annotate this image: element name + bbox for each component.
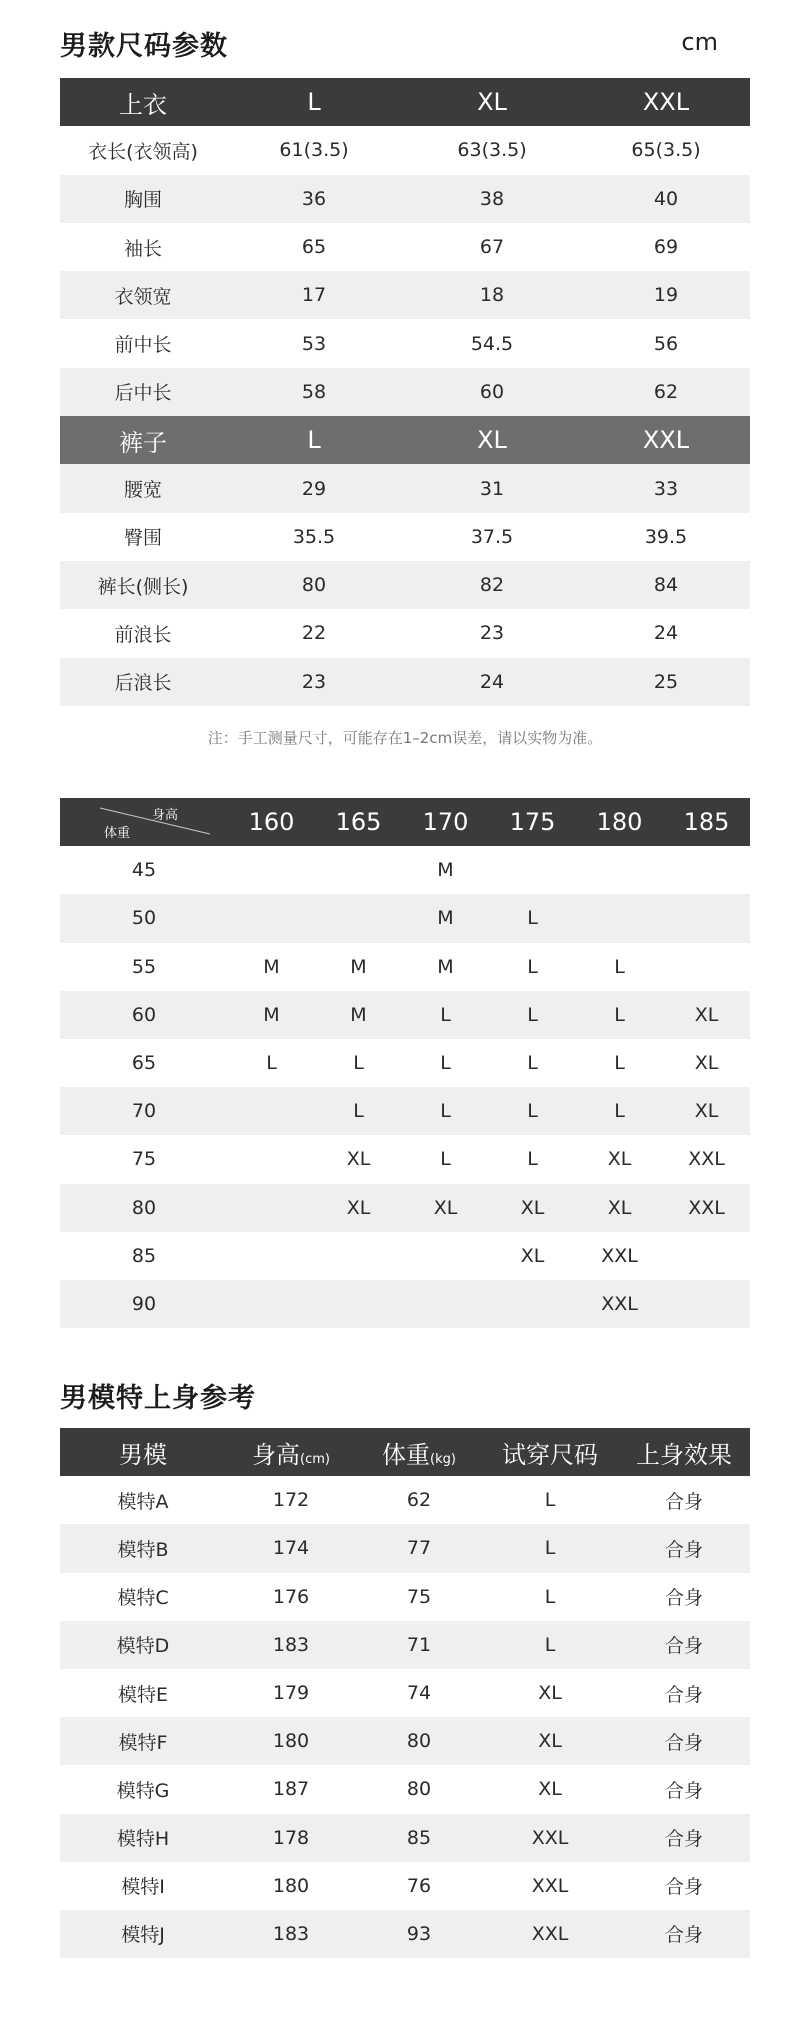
measure-value: 17: [301, 284, 327, 307]
model-header-unit: (kg): [430, 1451, 456, 1467]
size-cell: XXL: [688, 1196, 725, 1219]
unit-label: cm: [681, 28, 718, 56]
measure-label: 衣长(衣领高): [88, 140, 198, 163]
model-header-cell: [356, 1428, 482, 1476]
size-cell: M: [437, 907, 454, 930]
weight-cell: 45: [131, 859, 157, 882]
size-cell: [489, 1280, 576, 1328]
size-cell: [402, 1280, 489, 1328]
size-cell: L: [527, 1052, 538, 1075]
model-cell: 合身: [664, 1538, 703, 1561]
model-cell: L: [544, 1633, 556, 1656]
weight-cell: 80: [131, 1196, 157, 1219]
measure-value: 23: [301, 670, 327, 693]
table-row: [60, 513, 750, 561]
model-cell: 183: [272, 1922, 310, 1945]
model-cell: 80: [406, 1778, 432, 1801]
size-cell: M: [350, 955, 367, 978]
size-cell: L: [614, 1003, 625, 1026]
model-cell: 合身: [664, 1490, 703, 1513]
model-cell: 176: [272, 1585, 310, 1608]
pants_table-header-cell: L: [307, 426, 321, 455]
size-cell: L: [440, 1003, 451, 1026]
size-cell: [315, 894, 402, 942]
model-cell: 模特C: [117, 1587, 169, 1610]
measure-value: 63(3.5): [457, 139, 527, 162]
size-cell: [663, 1232, 750, 1280]
top_table-header-cell: XXL: [642, 88, 690, 117]
model-cell: XL: [538, 1778, 562, 1801]
model-cell: 模特B: [117, 1538, 169, 1561]
measure-value: 65: [301, 236, 327, 259]
size-cell: L: [440, 1100, 451, 1123]
measure-label: 胸围: [123, 189, 162, 212]
model-header-row: [60, 1428, 750, 1476]
table-row: [60, 319, 750, 367]
measure-value: 84: [653, 574, 679, 597]
model-header-label: 身高: [252, 1440, 301, 1469]
size-cell: L: [527, 955, 538, 978]
table-row: [60, 223, 750, 271]
measure-value: 82: [479, 574, 505, 597]
size-cell: L: [266, 1052, 277, 1075]
model-cell: 模特E: [117, 1683, 168, 1706]
measure-label: 衣领宽: [114, 285, 172, 308]
model-cell: 187: [272, 1778, 310, 1801]
measure-label: 臀围: [123, 527, 162, 550]
table-row: [60, 991, 750, 1039]
model-header-cell: [60, 1428, 226, 1476]
measure-value: 40: [653, 187, 679, 210]
measure-label: 后中长: [114, 382, 172, 405]
size-cell: [663, 1280, 750, 1328]
table-row: [60, 368, 750, 416]
size-cell: [663, 943, 750, 991]
model-header-label: 试穿尺码: [502, 1440, 598, 1469]
corner-weight-label: 体重: [104, 826, 131, 842]
table-row: [60, 175, 750, 223]
size-cell: [663, 846, 750, 894]
table-row: [60, 943, 750, 991]
size-cell: [228, 846, 315, 894]
size-cell: [228, 1087, 315, 1135]
measure-value: 24: [479, 670, 505, 693]
measure-value: 24: [653, 622, 679, 645]
size-cell: L: [527, 1148, 538, 1171]
measure-value: 38: [479, 187, 505, 210]
table-row: [60, 271, 750, 319]
weight-cell: 65: [131, 1052, 157, 1075]
height-header-cell: 175: [509, 808, 556, 837]
model-cell: L: [544, 1585, 556, 1608]
measure-value: 22: [301, 622, 327, 645]
size-cell: [402, 1232, 489, 1280]
model-cell: 合身: [664, 1779, 703, 1802]
measure-value: 56: [653, 332, 679, 355]
size-params-title: 男款尺码参数: [60, 31, 228, 62]
model-cell: XL: [538, 1682, 562, 1705]
size-cell: M: [263, 1003, 280, 1026]
top_table-header-cell: 上衣: [119, 90, 167, 119]
size-cell: L: [527, 1100, 538, 1123]
model-cell: 76: [406, 1874, 432, 1897]
table-row: [60, 1910, 750, 1958]
size-cell: XL: [607, 1196, 632, 1219]
measure-value: 58: [301, 380, 327, 403]
table-row: [60, 1087, 750, 1135]
size-recommendation-table: [60, 798, 750, 1328]
size-cell: [228, 1135, 315, 1183]
measure-value: 54.5: [470, 332, 514, 355]
measure-value: 61(3.5): [279, 139, 349, 162]
table-row: [60, 1862, 750, 1910]
table-row: [60, 464, 750, 512]
size-cell: [228, 1232, 315, 1280]
model-cell: 模特F: [118, 1731, 168, 1754]
model-cell: 合身: [664, 1587, 703, 1610]
size-cell: XXL: [688, 1148, 725, 1171]
model-cell: 71: [406, 1633, 432, 1656]
model-cell: 合身: [664, 1876, 703, 1899]
measure-value: 23: [479, 622, 505, 645]
size-cell: [228, 1280, 315, 1328]
model-cell: 合身: [664, 1731, 703, 1754]
measure-label: 腰宽: [123, 479, 162, 502]
size-cell: L: [527, 1003, 538, 1026]
model-header-label: 上身效果: [636, 1440, 732, 1469]
size-cell: [663, 894, 750, 942]
model-header-cell: [482, 1428, 618, 1476]
model-cell: 93: [406, 1922, 432, 1945]
measure-value: 35.5: [292, 525, 336, 548]
corner-height-label: 身高: [152, 808, 179, 824]
model-header-label: 男模: [119, 1440, 167, 1469]
measure-value: 37.5: [470, 525, 514, 548]
garment-size-table: [60, 78, 750, 706]
size-cell: [315, 1232, 402, 1280]
table-row: [60, 1573, 750, 1621]
model-header-label: 体重: [382, 1440, 431, 1469]
table-row: [60, 1814, 750, 1862]
top_table-header-cell: XL: [477, 88, 507, 117]
measure-value: 65(3.5): [631, 139, 701, 162]
model-cell: 77: [406, 1537, 432, 1560]
measure-value: 60: [479, 380, 505, 403]
size-cell: XL: [520, 1244, 545, 1267]
model-cell: 80: [406, 1730, 432, 1753]
measure-value: 33: [653, 477, 679, 500]
pants_table-header-cell: XXL: [642, 426, 690, 455]
model-cell: 模特D: [116, 1635, 170, 1658]
size-chart-header-row: [60, 798, 750, 846]
model-cell: 合身: [664, 1635, 703, 1658]
size-cell: L: [614, 955, 625, 978]
measure-value: 18: [479, 284, 505, 307]
table-row: [60, 1717, 750, 1765]
model-cell: XXL: [531, 1874, 569, 1897]
size-cell: XL: [694, 1052, 719, 1075]
corner-cell: [60, 798, 228, 846]
measure-value: 29: [301, 477, 327, 500]
size-cell: L: [353, 1100, 364, 1123]
model-cell: 模特I: [121, 1876, 165, 1899]
table-row: [60, 658, 750, 706]
model-cell: 合身: [664, 1683, 703, 1706]
weight-cell: 85: [131, 1244, 157, 1267]
model-cell: 179: [272, 1682, 310, 1705]
weight-cell: 55: [131, 955, 157, 978]
height-header-cell: 170: [422, 808, 469, 837]
model-cell: 模特H: [116, 1828, 170, 1851]
model-reference-title: 男模特上身参考: [60, 1383, 256, 1414]
size-cell: L: [614, 1100, 625, 1123]
measure-label: 裤长(侧长): [97, 575, 189, 598]
table-row: [60, 846, 750, 894]
size-cell: XL: [433, 1196, 458, 1219]
size-cell: [576, 846, 663, 894]
height-header-cell: 180: [596, 808, 643, 837]
table-row: [60, 126, 750, 174]
model-cell: 178: [272, 1826, 310, 1849]
measure-value: 69: [653, 236, 679, 259]
model-cell: XXL: [531, 1826, 569, 1849]
table-row: [60, 1135, 750, 1183]
size-cell: XXL: [601, 1292, 638, 1315]
top_table-header-cell: L: [307, 88, 321, 117]
model-cell: XL: [538, 1730, 562, 1753]
size-cell: [315, 1280, 402, 1328]
size-cell: XL: [346, 1196, 371, 1219]
measure-value: 62: [653, 380, 679, 403]
size-cell: L: [614, 1052, 625, 1075]
table-row: [60, 1765, 750, 1813]
model-cell: 180: [272, 1730, 310, 1753]
weight-cell: 75: [131, 1148, 157, 1171]
size-cell: [576, 894, 663, 942]
measure-label: 袖长: [123, 237, 162, 260]
measure-value: 36: [301, 187, 327, 210]
model-cell: 模特J: [121, 1924, 165, 1947]
model-header-cell: [618, 1428, 750, 1476]
size-cell: [228, 894, 315, 942]
size-cell: XL: [694, 1100, 719, 1123]
size-cell: XL: [346, 1148, 371, 1171]
model-cell: 174: [272, 1537, 310, 1560]
model-cell: L: [544, 1489, 556, 1512]
measure-label: 后浪长: [114, 672, 172, 695]
measure-value: 39.5: [644, 525, 688, 548]
model-cell: 合身: [664, 1828, 703, 1851]
measure-value: 67: [479, 236, 505, 259]
size-cell: XL: [520, 1196, 545, 1219]
model-cell: 62: [406, 1489, 432, 1512]
size-cell: L: [440, 1148, 451, 1171]
size-cell: M: [437, 955, 454, 978]
size-cell: XL: [607, 1148, 632, 1171]
weight-cell: 60: [131, 1003, 157, 1026]
measure-value: 31: [479, 477, 505, 500]
measure-value: 53: [301, 332, 327, 355]
table-row: [60, 1280, 750, 1328]
model-header-cell: [226, 1428, 356, 1476]
pants_table-header-row: [60, 416, 750, 464]
model-cell: 74: [406, 1682, 432, 1705]
table-row: [60, 894, 750, 942]
model-cell: 合身: [664, 1924, 703, 1947]
table-row: [60, 1184, 750, 1232]
size-cell: XL: [694, 1003, 719, 1026]
model-cell: 75: [406, 1585, 432, 1608]
measure-label: 前浪长: [114, 623, 172, 646]
size-cell: XXL: [601, 1244, 638, 1267]
table-row: [60, 1524, 750, 1572]
model-reference-table: [60, 1428, 750, 1958]
model-cell: 模特G: [116, 1779, 170, 1802]
measure-value: 25: [653, 670, 679, 693]
model-cell: 180: [272, 1874, 310, 1897]
table-row: [60, 1621, 750, 1669]
table-row: [60, 561, 750, 609]
height-header-cell: 165: [335, 808, 382, 837]
measure-value: 80: [301, 574, 327, 597]
table-row: [60, 609, 750, 657]
table-row: [60, 1039, 750, 1087]
top_table-header-row: [60, 78, 750, 126]
weight-cell: 90: [131, 1292, 157, 1315]
model-header-unit: (cm): [300, 1451, 330, 1467]
table-row: [60, 1669, 750, 1717]
model-cell: 183: [272, 1633, 310, 1656]
measurement-note: 注：手工测量尺寸，可能存在1–2cm误差，请以实物为准。: [207, 729, 603, 747]
weight-cell: 50: [131, 907, 157, 930]
height-header-cell: 160: [248, 808, 295, 837]
model-cell: XXL: [531, 1922, 569, 1945]
table-row: [60, 1232, 750, 1280]
measure-value: 19: [653, 284, 679, 307]
measure-label: 前中长: [114, 334, 172, 357]
weight-cell: 70: [131, 1100, 157, 1123]
model-cell: L: [544, 1537, 556, 1560]
size-cell: L: [353, 1052, 364, 1075]
size-cell: [228, 1184, 315, 1232]
size-cell: M: [437, 859, 454, 882]
size-cell: L: [527, 907, 538, 930]
pants_table-header-cell: XL: [477, 426, 507, 455]
model-cell: 172: [272, 1489, 310, 1512]
size-cell: M: [350, 1003, 367, 1026]
corner-diagonal: [60, 798, 228, 846]
size-cell: [315, 846, 402, 894]
height-header-cell: 185: [683, 808, 730, 837]
pants_table-header-cell: 裤子: [119, 428, 167, 457]
size-cell: M: [263, 955, 280, 978]
model-cell: 85: [406, 1826, 432, 1849]
model-cell: 模特A: [117, 1490, 169, 1513]
size-cell: L: [440, 1052, 451, 1075]
table-row: [60, 1476, 750, 1524]
size-cell: [489, 846, 576, 894]
